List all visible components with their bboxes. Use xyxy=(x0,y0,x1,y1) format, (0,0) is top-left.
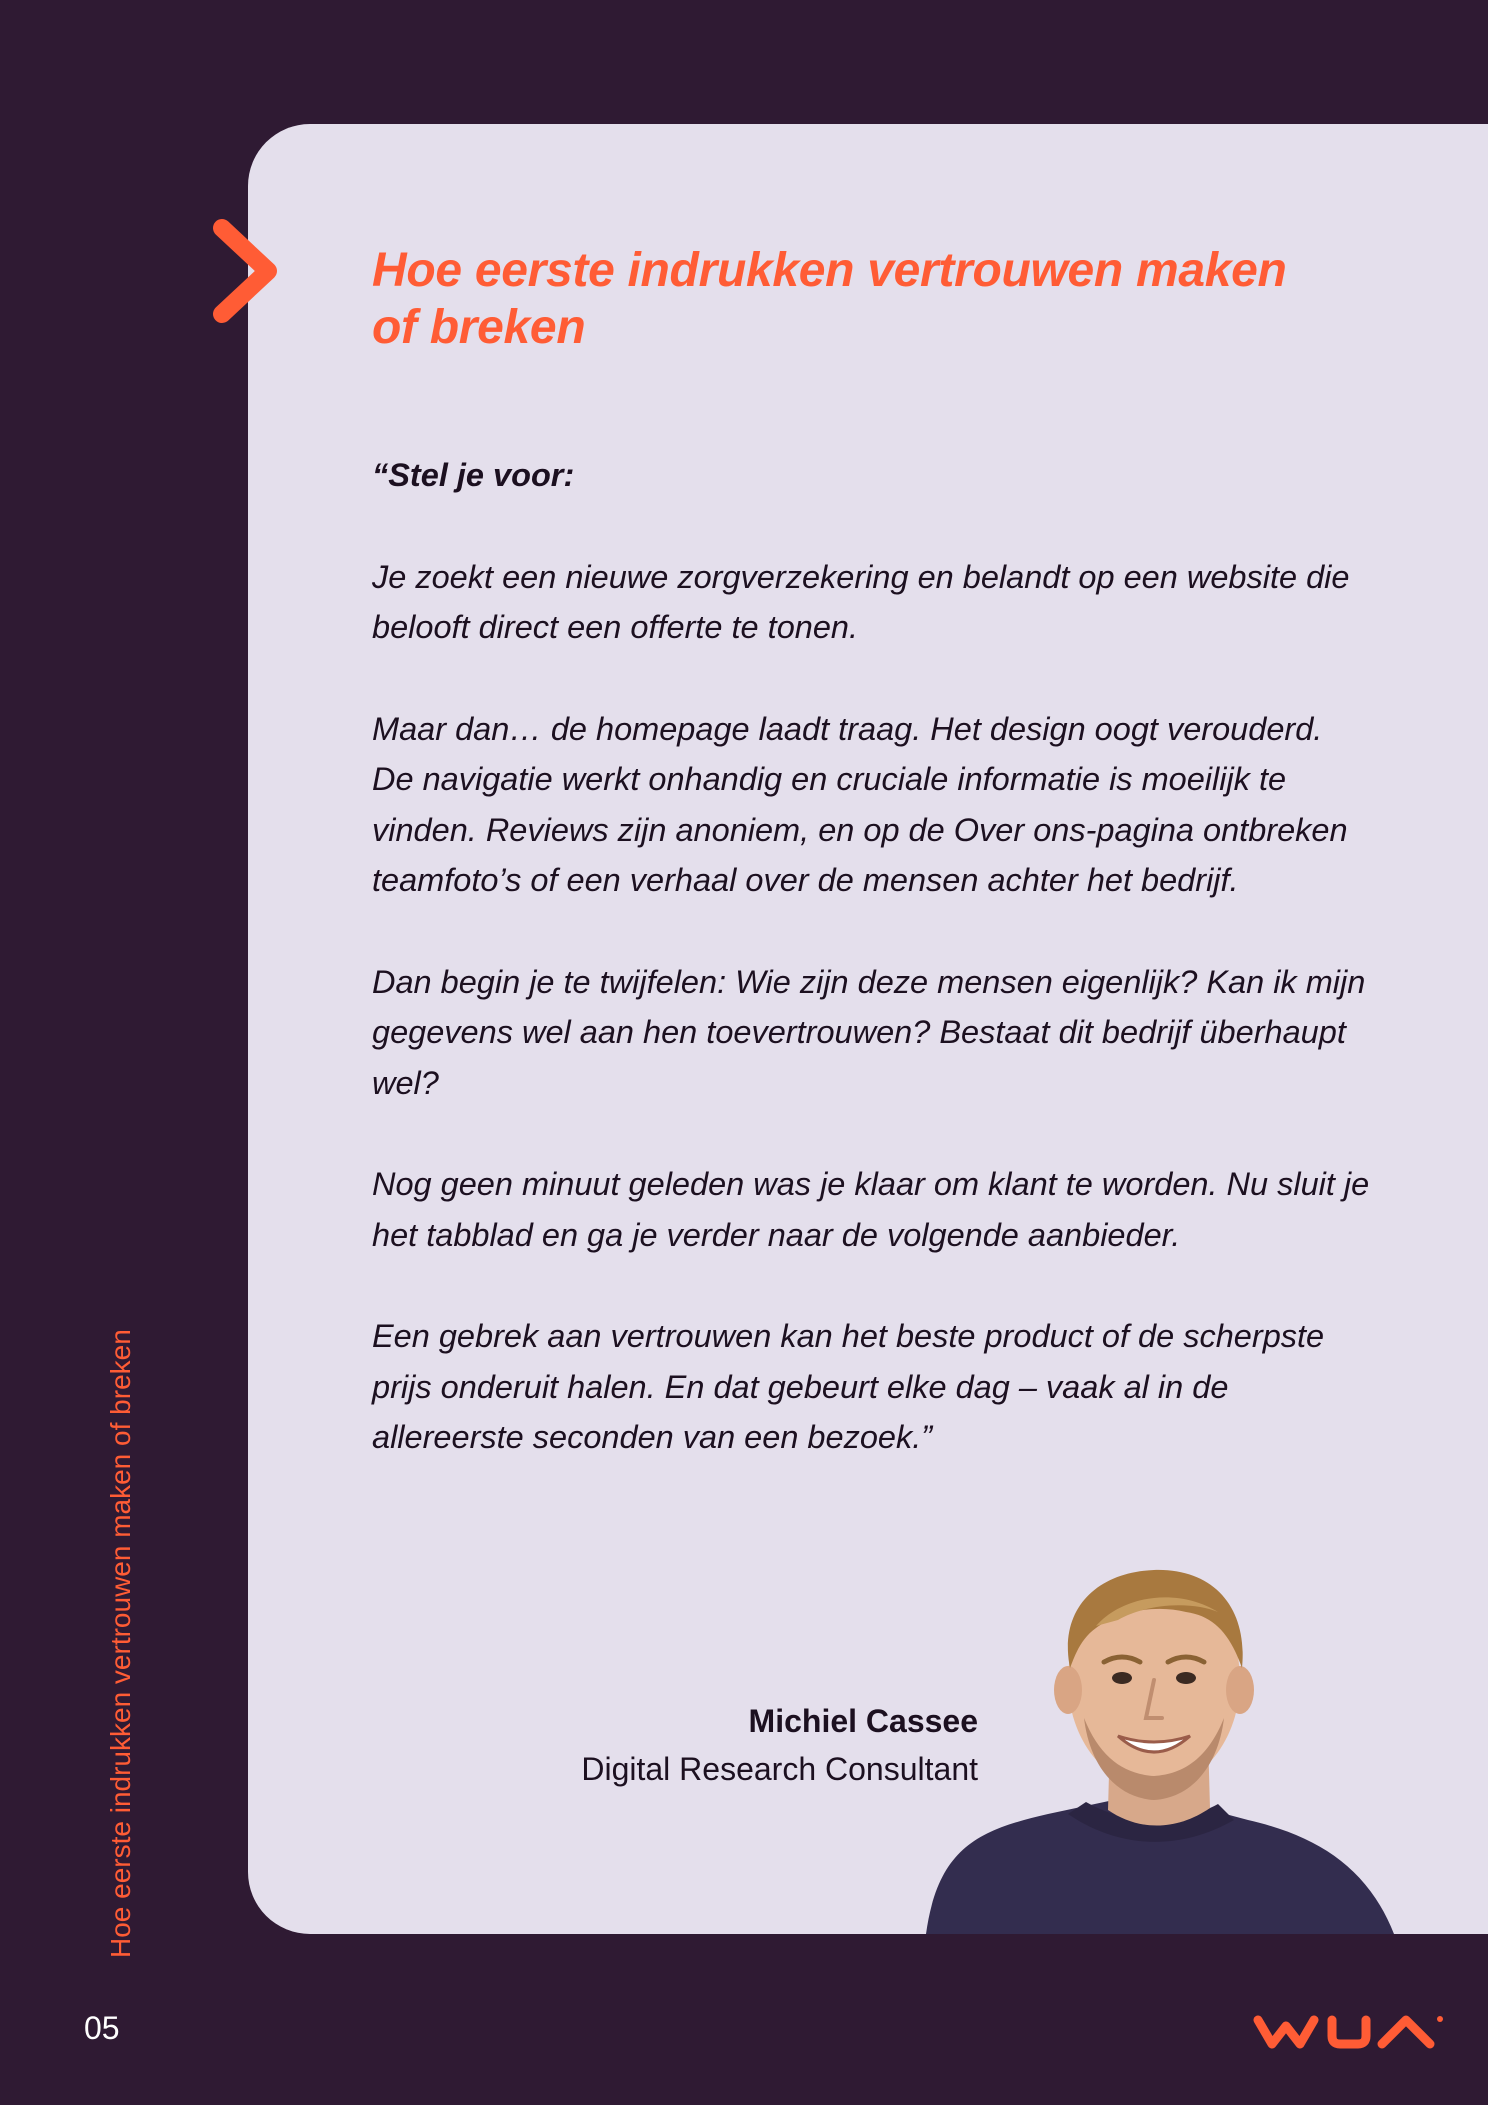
quote-paragraph: Je zoekt een nieuwe zorgverzekering en belandt op een website die belooft direct een offerte te tonen. xyxy=(372,558,1350,645)
chevron-right-icon xyxy=(212,218,282,324)
quote-paragraph: Maar dan… de homepage laadt traag. Het design oogt verouderd. De navigatie werkt onhandig en cruciale informatie is moeilijk te vinden. Reviews zijn anoniem, en op de Over ons-pagina ontbreken teamfoto’s of een verhaal over de mensen achter het bedrijf. xyxy=(372,710,1348,898)
quote-block xyxy=(372,450,1372,1514)
quote-paragraph: Dan begin je te twijfelen: Wie zijn deze mensen eigenlijk? Kan ik mijn gegevens wel aan hen toevertrouwen? Bestaat dit bedrijf überhaupt wel? xyxy=(372,963,1366,1101)
page-title-line-1: Hoe eerste indrukken vertrouwen maken xyxy=(372,244,1287,297)
side-running-title: Hoe eerste indrukken vertrouwen maken of breken xyxy=(105,1329,136,1958)
quote-paragraph: Nog geen minuut geleden was je klaar om klant te worden. Nu sluit je het tabblad en ga je verder naar de volgende aanbieder. xyxy=(372,1166,1370,1253)
page-title-line-2: of breken xyxy=(372,301,586,354)
wua-logo xyxy=(1250,2012,1446,2052)
quote-paragraph: Een gebrek aan vertrouwen kan het beste product of de scherpste prijs onderuit halen. En dat gebeurt elke dag – vaak al in de allereerste seconden van een bezoek.” xyxy=(372,1318,1325,1455)
page-number: 05 xyxy=(84,2010,120,2046)
author-portrait xyxy=(918,1568,1398,1934)
quote-paragraph: “Stel je voor: xyxy=(372,457,575,493)
author-name: Michiel Cassee xyxy=(748,1703,978,1739)
page-title xyxy=(372,242,1382,356)
author-role: Digital Research Consultant xyxy=(581,1751,978,1787)
